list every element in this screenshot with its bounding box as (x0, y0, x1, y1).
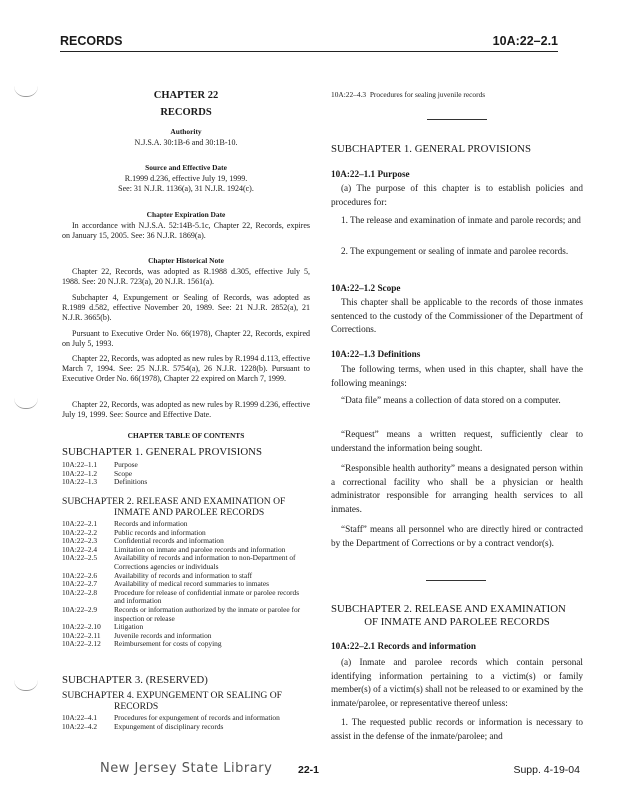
section-1-1-item-2: 2. The expungement or sealing of inmate and parolee records. (341, 246, 569, 256)
toc-description: Reimbursement for costs of copying (114, 639, 222, 649)
section-1-3-heading: 10A:22–1.3 Definitions (331, 349, 421, 359)
expiration-text: In accordance with N.J.S.A. 52:14B-5.1c, Chapter 22, Records, expires on January 15, 2005. See: 36 N.J.R. 1869(a). (62, 221, 310, 240)
toc-number: 10A:22–2.5 (62, 553, 98, 563)
section-1-1-item-1: 1. The release and examination of inmate and parole records; and (341, 215, 581, 225)
toc-description: Procedures for sealing juvenile records (369, 90, 486, 99)
toc-number: 10A:22–2.11 (62, 630, 101, 640)
toc-description: Expungement of disciplinary records (114, 721, 224, 731)
definition-staff: “Staff” means all personnel who are directly hired or contracted by the Department of Corrections or by a contract vendor(s). (331, 524, 583, 548)
toc-number: 10A:22–2.7 (62, 579, 98, 589)
toc-description: Limitation on inmate and parolee records and information (114, 544, 286, 554)
subchapter-1-heading: SUBCHAPTER 1. GENERAL PROVISIONS (331, 143, 531, 155)
source-line-1: R.1999 d.236, effective July 19, 1999. (124, 174, 248, 183)
toc-description: Definitions (114, 477, 148, 487)
toc-subchapter-1-list (62, 461, 310, 487)
toc-entry (62, 589, 310, 606)
toc-entry-4-3 (331, 90, 583, 99)
toc-description: Availability of records and information to non-Department of Corrections agencies or individuals (114, 553, 296, 571)
toc-entry (62, 478, 310, 487)
toc-number: 10A:22–2.2 (62, 527, 98, 537)
punch-hole (14, 680, 38, 691)
section-1-1-a: (a) The purpose of this chapter is to establish policies and procedures for: (331, 183, 583, 207)
history-heading: Chapter Historical Note (148, 256, 224, 265)
toc-description: Public records and information (114, 527, 206, 537)
running-header (60, 34, 558, 50)
definition-responsible-health-authority: “Responsible health authority” means a designated person within a correctional facility who shall be a physician or health administrator responsible for arranging health services to all inmates. (331, 463, 583, 514)
toc-number: 10A:22–1.3 (62, 477, 98, 487)
toc-number: 10A:22–2.4 (62, 544, 98, 554)
toc-subchapter-2-list (62, 520, 310, 649)
toc-entry (62, 554, 310, 571)
expiration-heading: Chapter Expiration Date (146, 210, 226, 219)
toc-description: Procedures for expungement of records and information (114, 713, 280, 722)
toc-number: 10A:22–2.12 (62, 639, 101, 649)
toc-entry (62, 461, 310, 470)
toc-number: 10A:22–1.2 (62, 468, 98, 478)
section-2-1-item-1: 1. The requested public records or information is necessary to assist in the defense of the inmate/parolee; and (331, 717, 583, 741)
header-rule (60, 51, 558, 52)
toc-description: Procedure for release of confidential inmate or parolee records and information (114, 587, 300, 606)
toc-number: 10A:22–4.1 (62, 713, 98, 722)
section-divider (426, 580, 486, 581)
section-2-1-a: (a) Inmate and parolee records which contain personal identifying information pertaining to a victim(s) or family member(s) of a victim(s) shall not be released to or examined by the inmate/parolee, or representative thereof unless: (331, 657, 583, 708)
header-left: RECORDS (60, 34, 123, 48)
toc-number: 10A:22–2.6 (62, 570, 98, 580)
section-1-1-heading: 10A:22–1.1 Purpose (331, 169, 410, 179)
toc-number: 10A:22–4.2 (62, 721, 98, 731)
toc-description: Purpose (114, 460, 138, 469)
section-1-3-text: The following terms, when used in this chapter, shall have the following meanings: (331, 364, 583, 388)
toc-subchapter-4-line2: RECORDS (114, 701, 159, 712)
chapter-title: RECORDS (160, 107, 212, 118)
toc-number: 10A:22–1.1 (62, 460, 98, 469)
definition-data-file: “Data file” means a collection of data stored on a computer. (341, 395, 561, 405)
toc-subchapter-1: SUBCHAPTER 1. GENERAL PROVISIONS (62, 446, 262, 458)
header-right: 10A:22–2.1 (492, 34, 558, 48)
toc-entry (62, 606, 310, 623)
history-note-3: Pursuant to Executive Order No. 66(1978), Chapter 22, Records, expired on July 5, 1993. (62, 329, 310, 348)
toc-heading: CHAPTER TABLE OF CONTENTS (127, 431, 245, 440)
section-1-2-heading: 10A:22–1.2 Scope (331, 283, 401, 293)
toc-description: Availability of medical record summaries to inmates (114, 579, 270, 589)
library-stamp: New Jersey State Library (100, 761, 273, 776)
supplement-date: Supp. 4-19-04 (513, 764, 580, 776)
toc-number: 10A:22–4.3 (331, 90, 367, 99)
source-line-2: See: 31 N.J.R. 1136(a), 31 N.J.R. 1924(c). (118, 184, 254, 193)
toc-subchapter-2-line2: INMATE AND PAROLEE RECORDS (114, 507, 265, 518)
authority-text: N.J.S.A. 30:1B-6 and 30:1B-10. (134, 138, 238, 147)
source-heading: Source and Effective Date (145, 163, 227, 172)
history-note-1: Chapter 22, Records, was adopted as R.1988 d.305, effective July 5, 1988. See: 20 N.J.R. 723(a), 20 N.J.R. 1561(a). (62, 267, 310, 286)
chapter-number: CHAPTER 22 (153, 90, 219, 101)
subchapter-2-heading-line2: OF INMATE AND PAROLEE RECORDS (364, 616, 550, 628)
definition-request: “Request” means a written request, sufficiently clear to understand the information being sought. (331, 429, 583, 453)
toc-number: 10A:22–2.3 (62, 536, 98, 546)
history-note-2: Subchapter 4, Expungement or Sealing of Records, was adopted as R.1989 d.582, effective November 20, 1989. See: 21 N.J.R. 2852(a), 21 N.J.R. 3665(b). (62, 293, 310, 322)
toc-subchapter-4-line1: SUBCHAPTER 4. EXPUNGEMENT OR SEALING OF (62, 690, 282, 701)
toc-description: Availability of records and information to staff (114, 570, 253, 580)
section-divider (427, 119, 487, 120)
toc-description: Records or information authorized by the inmate or parolee for inspection or release (114, 604, 301, 623)
toc-subchapter-4-list (62, 714, 310, 731)
toc-entry (62, 470, 310, 479)
toc-subchapter-2-line1: SUBCHAPTER 2. RELEASE AND EXAMINATION OF (62, 496, 286, 507)
toc-number: 10A:22–2.8 (62, 587, 98, 597)
punch-hole (14, 398, 38, 409)
punch-hole (14, 86, 38, 97)
toc-description: Records and information (114, 519, 188, 528)
toc-number: 10A:22–2.9 (62, 604, 98, 614)
toc-entry (62, 640, 310, 649)
section-2-1-heading: 10A:22–2.1 Records and information (331, 641, 476, 651)
toc-description: Litigation (114, 622, 144, 632)
toc-subchapter-3: SUBCHAPTER 3. (RESERVED) (62, 674, 208, 686)
section-1-2-text: This chapter shall be applicable to the records of those inmates sentenced to the custody of the Commissioner of the Department of Corrections. (331, 297, 583, 335)
history-note-5: Chapter 22, Records, was adopted as new rules by R.1999 d.236, effective July 19, 1999. See: Source and Effective Date. (62, 400, 311, 419)
toc-description: Juvenile records and information (114, 630, 212, 640)
page-number: 22-1 (298, 764, 320, 776)
toc-number: 10A:22–2.1 (62, 519, 98, 528)
subchapter-2-heading-line1: SUBCHAPTER 2. RELEASE AND EXAMINATION (331, 603, 566, 615)
toc-entry (62, 723, 310, 732)
history-note-4: Chapter 22, Records, was adopted as new rules by R.1994 d.113, effective March 7, 1994. See: 25 N.J.R. 5754(a), 26 N.J.R. 1228(b). Pursuant to Executive Order No. 66(1978), Chapter 22 expired on March 7, 1999. (62, 354, 310, 383)
toc-description: Confidential records and information (114, 536, 224, 546)
toc-description: Scope (114, 468, 133, 478)
toc-number: 10A:22–2.10 (62, 622, 101, 632)
authority-heading: Authority (170, 127, 202, 136)
